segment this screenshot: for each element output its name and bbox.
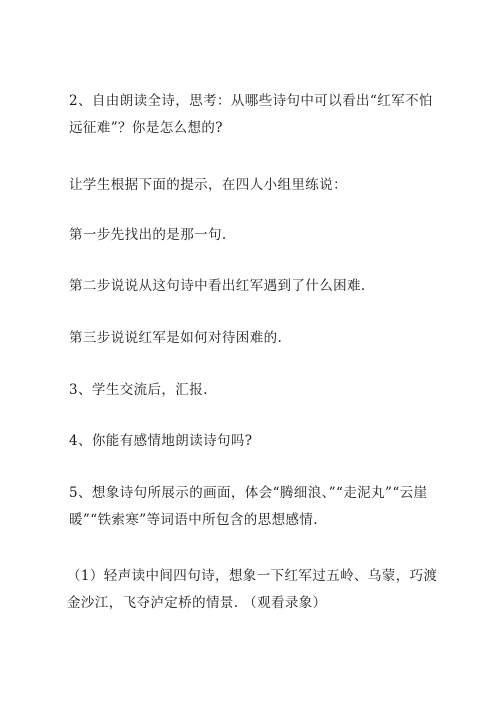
step-one-text: 第一步先找出的是那一句.	[69, 227, 227, 243]
step-three-text: 第三步说说红军是如何对待困难的.	[69, 330, 283, 346]
group-practice-instruction: 让学生根据下面的提示，在四人小组里练说：	[69, 177, 347, 193]
item-5-paragraph: 5、想象诗句所展示的画面，体会“腾细浪、”“走泥丸”“云崖暖”“铁索寒”等词语中所包含的思想感情.	[69, 485, 428, 528]
question-2-paragraph: 2、自由朗读全诗，思考：从哪些诗句中可以看出“红军不怕远征难”？你是怎么想的?	[69, 93, 433, 136]
item-3-text: 3、学生交流后，汇报.	[69, 382, 208, 398]
sub-item-1-paragraph: （1）轻声读中间四句诗，想象一下红军过五岭、乌蒙，巧渡金沙江，飞夺泸定桥的情景. （观看录象）	[67, 568, 438, 611]
item-4-text: 4、你能有感情地朗读诗句吗?	[69, 433, 253, 449]
step-two-text: 第二步说说从这句诗中看出红军遇到了什么困难.	[69, 278, 366, 294]
